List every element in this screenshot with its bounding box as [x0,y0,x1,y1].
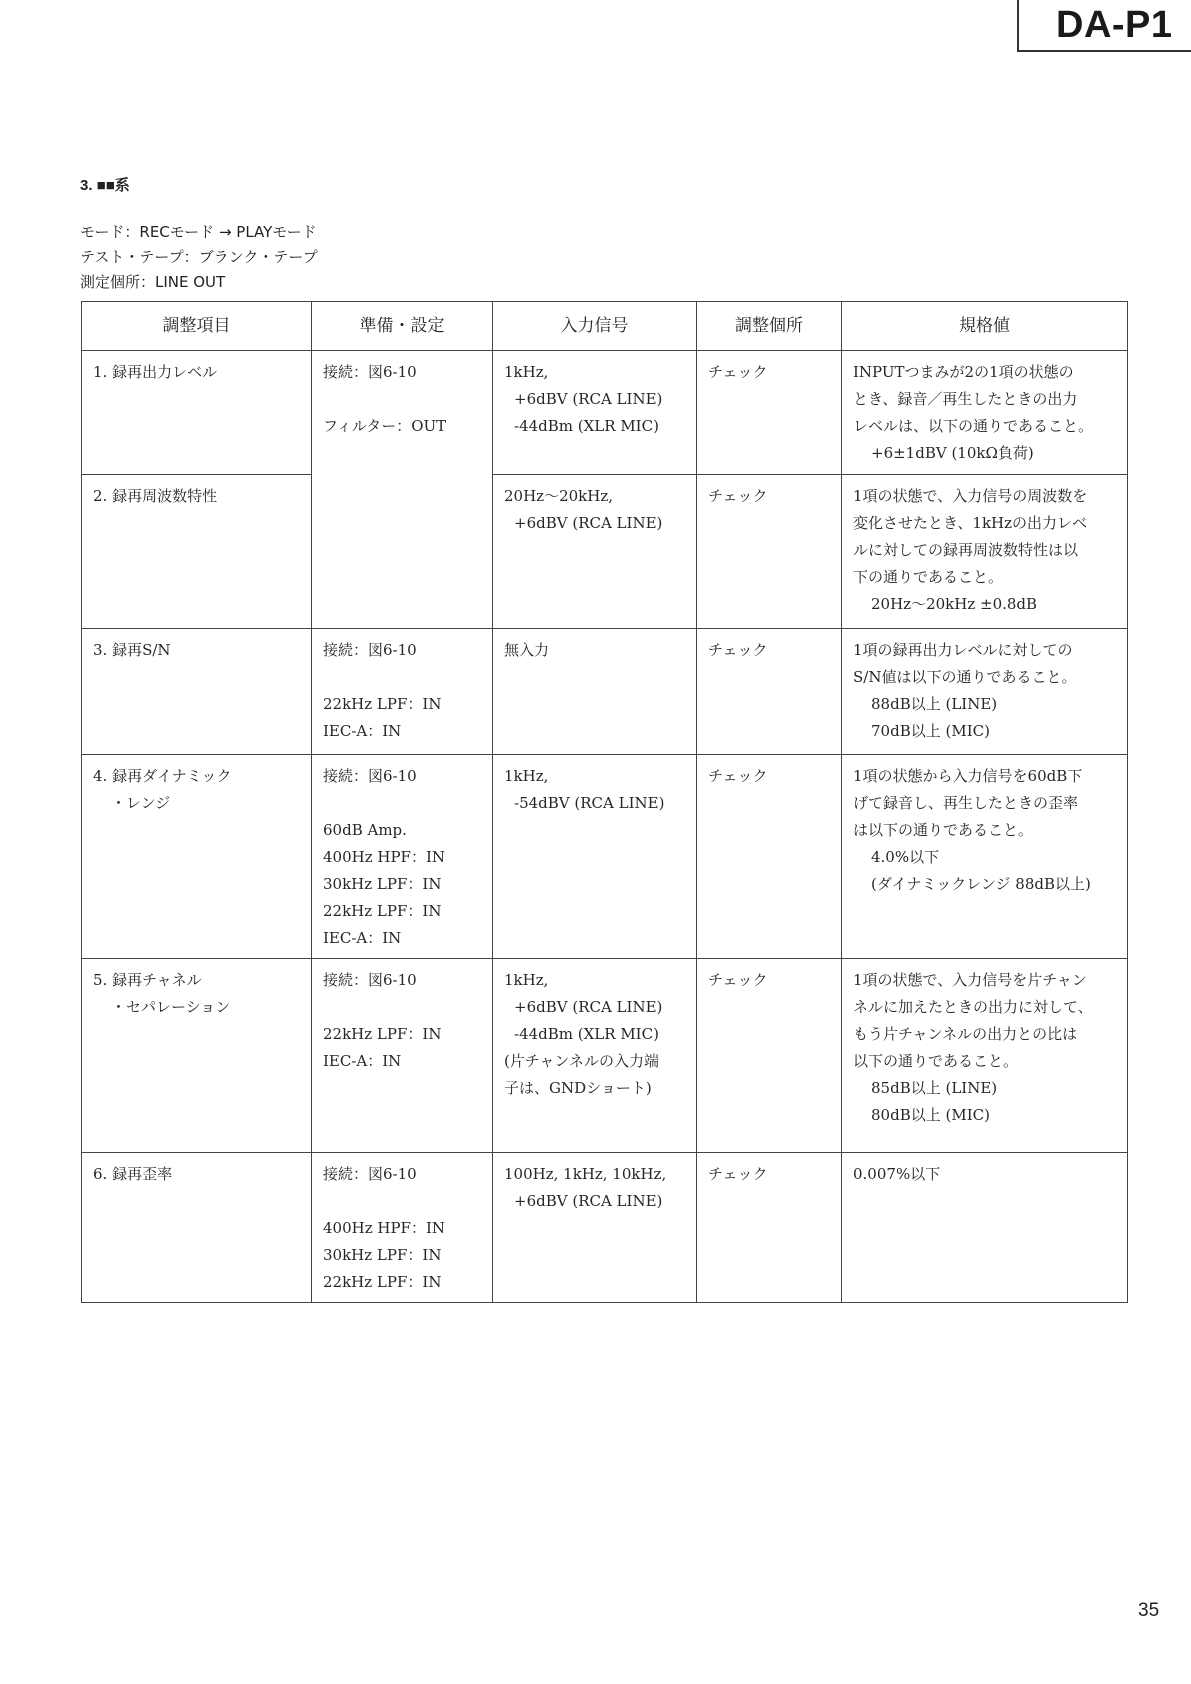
measure-point-line: 測定個所：LINE OUT [80,273,226,291]
spec-cell: 0.007%以下 [842,1153,1128,1303]
setup-cell: 接続：図6-10 400Hz HPF：IN 30kHz LPF：IN 22kHz LPF：IN [312,1153,493,1303]
item-cell: 6. 録再歪率 [82,1153,312,1303]
section-title: 3. ■■系 [80,177,130,194]
header-adjust: 調整個所 [697,302,842,351]
adjust-cell: チェック [697,351,842,475]
item-cell: 5. 録再チャネル ・セパレーション [82,959,312,1153]
spec-cell: 1項の状態で、入力信号の周波数を 変化させたとき、1kHzの出力レベ ルに対しての録再周波数特性は以 下の通りであること。 20Hz〜20kHz ±0.8dB [842,475,1128,629]
table-row [82,755,1128,959]
spec-cell: INPUTつまみが2の1項の状態の とき、録音／再生したときの出力 レベルは、以下の通りであること。 +6±1dBV (10kΩ負荷) [842,351,1128,475]
spec-cell: 1項の録再出力レベルに対しての S/N値は以下の通りであること。 88dB以上 (LINE) 70dB以上 (MIC) [842,629,1128,755]
input-cell: 100Hz, 1kHz, 10kHz, +6dBV (RCA LINE) [493,1153,697,1303]
item-cell: 2. 録再周波数特性 [82,475,312,629]
spec-cell: 1項の状態で、入力信号を片チャン ネルに加えたときの出力に対して、 もう片チャンネルの出力との比は 以下の通りであること。 85dB以上 (LINE) 80dB以上 (MIC) [842,959,1128,1153]
table-row [82,629,1128,755]
item-cell: 4. 録再ダイナミック ・レンジ [82,755,312,959]
adjustment-table [81,301,1128,1303]
item-cell: 3. 録再S/N [82,629,312,755]
input-cell: 1kHz, +6dBV (RCA LINE) -44dBm (XLR MIC) (片チャンネルの入力端 子は、GNDショート) [493,959,697,1153]
header-item: 調整項目 [82,302,312,351]
table-row [82,1153,1128,1303]
measurement-conditions [80,220,318,295]
setup-cell: 接続：図6-10 22kHz LPF：IN IEC-A：IN [312,629,493,755]
mode-line: モード：RECモード → PLAYモード [80,223,317,241]
page-number: 35 [1138,1600,1160,1621]
input-cell: 無入力 [493,629,697,755]
adjust-cell: チェック [697,475,842,629]
setup-cell: 接続：図6-10 60dB Amp. 400Hz HPF：IN 30kHz LPF：IN 22kHz LPF：IN IEC-A：IN [312,755,493,959]
item-cell: 1. 録再出力レベル [82,351,312,475]
spec-cell: 1項の状態から入力信号を60dB下 げて録音し、再生したときの歪率 は以下の通りであること。 4.0%以下 (ダイナミックレンジ 88dB以上) [842,755,1128,959]
adjust-cell: チェック [697,1153,842,1303]
model-name: DA-P1 [1056,4,1173,46]
table-row [82,475,1128,629]
adjust-cell: チェック [697,629,842,755]
adjust-cell: チェック [697,959,842,1153]
input-cell: 20Hz〜20kHz, +6dBV (RCA LINE) [493,475,697,629]
input-cell: 1kHz, -54dBV (RCA LINE) [493,755,697,959]
setup-cell: 接続：図6-10 22kHz LPF：IN IEC-A：IN [312,959,493,1153]
table-row [82,351,1128,475]
input-cell: 1kHz, +6dBV (RCA LINE) -44dBm (XLR MIC) [493,351,697,475]
table-row [82,959,1128,1153]
header-spec: 規格値 [842,302,1128,351]
adjust-cell: チェック [697,755,842,959]
table-header-row [82,302,1128,351]
tape-line: テスト・テープ：ブランク・テープ [80,248,318,266]
header-input: 入力信号 [493,302,697,351]
setup-cell: 接続：図6-10 フィルター：OUT [312,351,493,629]
header-setup: 準備・設定 [312,302,493,351]
